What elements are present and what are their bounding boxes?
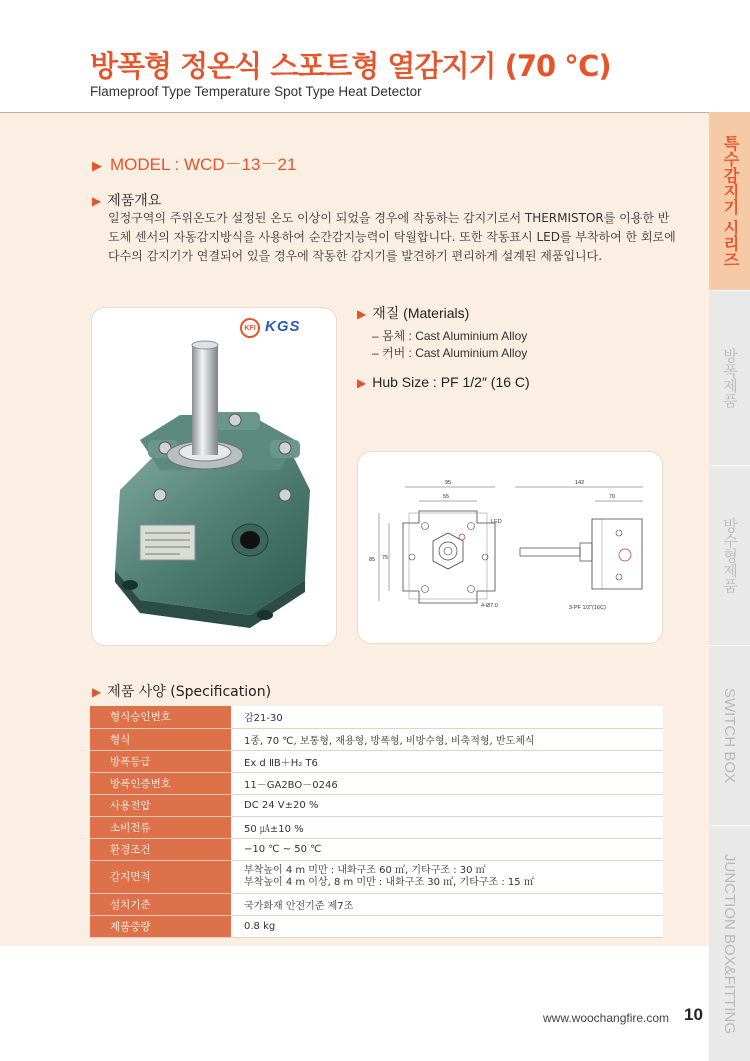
triangle-right-icon: ▶ [357,307,367,321]
spec-key: 감지면적 [90,860,231,893]
spec-value-line: 부착높이 4 m 미만 : 내화구조 60 ㎡, 기타구조 : 30 ㎡ [244,864,486,876]
table-row [90,860,663,893]
divider [0,112,709,113]
side-tab-special-detectors[interactable] [709,112,750,290]
table-row [90,915,663,937]
dim-70: 70 [609,494,616,500]
side-tab-label: 방폭제품 [721,348,738,408]
materials-heading-label: 재질 (Materials) [372,305,470,321]
heat-detector-photo [100,330,330,640]
table-row [90,838,663,860]
page-title: 방폭형 정온식 스포트형 열감지기 (70 ℃) [90,49,611,83]
overview-heading-label: 제품개요 [107,193,162,209]
dim-75: 75 [382,555,389,561]
material-cover: – 커버 : Cast Aluminium Alloy [372,346,528,360]
table-row [90,794,663,816]
dim-142: 142 [575,480,585,486]
table-row [90,728,663,750]
spec-key: 형식 [90,728,231,750]
kgs-logo: KGS [265,318,301,335]
spec-value: 0.8 kg [231,915,663,937]
thread-label: 3-PF 1/2"(16C) [569,605,606,611]
spec-value: 감21-30 [231,706,663,728]
spec-value: 1종, 70 ℃, 보통형, 재용형, 방폭형, 비방수형, 비축적형, 반도체식 [231,728,663,750]
dim-55: 55 [443,494,450,500]
page-number: 10 [684,1005,703,1024]
triangle-right-icon: ▶ [92,685,102,699]
side-tab-label: 특수감지기 시리즈 [721,134,738,268]
spec-value: 국가화재 안전기준 제7조 [231,893,663,915]
hole-label: 4-Ø7.0 [481,603,498,609]
side-tab-switch-box[interactable] [709,645,750,825]
spec-key: 제품중량 [90,915,231,937]
triangle-right-icon: ▶ [92,194,102,208]
dim-95: 95 [445,480,452,486]
table-row [90,893,663,915]
spec-value-multiline [231,860,663,893]
kfi-logo: KFI [240,318,260,338]
side-tab-junction-box[interactable] [709,825,750,1061]
led-label: LED [491,519,502,525]
spec-key: 방폭인증번호 [90,772,231,794]
footer-url[interactable]: www.woochangfire.com [543,1011,670,1025]
spec-value: −10 ℃ ~ 50 ℃ [231,838,663,860]
table-row [90,706,663,728]
spec-key: 형식승인번호 [90,706,231,728]
side-tab-label: SWITCH BOX [721,687,738,783]
hub-size-label: Hub Size : PF 1/2″ (16 C) [372,374,530,390]
spec-value: 50 ㎂±10 % [231,816,663,838]
side-tab-label: 방수형제품 [721,518,738,593]
spec-key: 환경조건 [90,838,231,860]
material-body: – 몸체 : Cast Aluminium Alloy [372,329,528,343]
overview-text: 일정구역의 주위온도가 설정된 온도 이상이 되었을 경우에 작동하는 감지기로서 THERMISTOR를 이용한 반도체 센서의 자동감지방식을 사용하여 순간감지능력이 탁월합니다. 또한 작동표시 LED를 부착하여 한 회로에 다수의 감지기가 연결되어 있을 경우에 작동한 감지기를 발견하기 편리하게 설계된 제품입니다. [108,211,676,263]
triangle-right-icon: ▶ [92,158,102,173]
page-subtitle: Flameproof Type Temperature Spot Type Heat Detector [90,84,422,99]
side-tab-label: JUNCTION BOX&FITTING [721,853,738,1034]
overview-heading [92,190,161,210]
spec-key: 설치기준 [90,893,231,915]
materials-heading [357,303,469,323]
model-heading [92,150,296,175]
dim-85: 85 [369,557,376,563]
spec-value: DC 24 V±20 % [231,794,663,816]
spec-heading-label: 제품 사양 (Specification) [107,684,272,700]
spec-table [90,706,663,938]
hub-size-heading [357,374,530,390]
spec-key: 사용전압 [90,794,231,816]
table-row [90,772,663,794]
model-label: MODEL : WCD－13－21 [110,155,297,174]
technical-drawing [357,451,663,644]
spec-heading [92,681,271,701]
spec-key: 소비전류 [90,816,231,838]
spec-value: Ex d ⅡB＋H₂ T6 [231,750,663,772]
spec-key: 방폭등급 [90,750,231,772]
table-row [90,750,663,772]
table-row [90,816,663,838]
side-tab-explosion-proof[interactable] [709,290,750,465]
spec-value: 11－GA2BO－0246 [231,772,663,794]
spec-value-line: 부착높이 4 m 이상, 8 m 미만 : 내화구조 30 ㎡, 기타구조 : 15 ㎡ [244,876,534,888]
triangle-right-icon: ▶ [357,376,367,390]
side-tab-waterproof[interactable] [709,465,750,645]
